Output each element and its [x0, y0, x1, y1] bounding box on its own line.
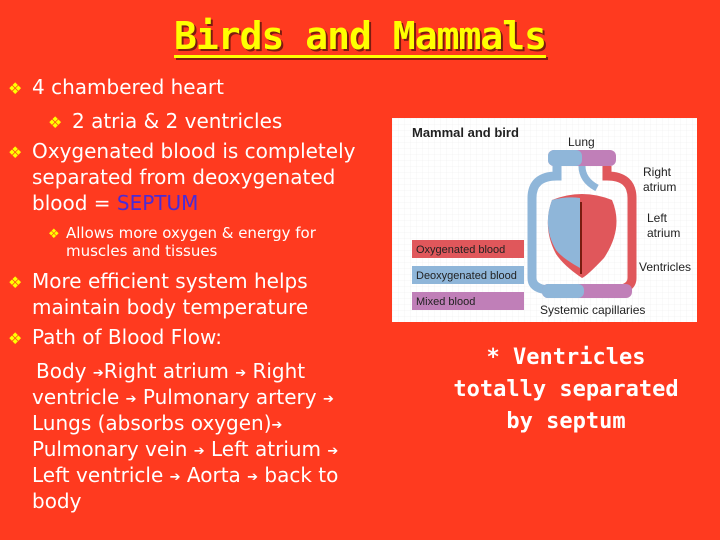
- flow-step: Left ventricle: [32, 463, 164, 487]
- ventricles-label: Ventricles: [639, 260, 692, 274]
- note-line: * Ventricles: [486, 345, 646, 370]
- note-line: by septum: [506, 409, 626, 434]
- flow-line-5: [32, 462, 338, 491]
- flow-step: body: [32, 489, 82, 513]
- circulation-diagram-svg: [392, 118, 697, 322]
- flow-line-1: [36, 358, 305, 387]
- arrow-right-icon: ➔: [169, 470, 181, 485]
- flow-line-4: [32, 436, 338, 465]
- bullet-text: 2 atria & 2 ventricles: [72, 109, 283, 133]
- diamond-bullet-icon: ❖: [48, 227, 60, 242]
- diamond-bullet-icon: ❖: [8, 143, 23, 162]
- arrow-right-icon: ➔: [125, 392, 137, 407]
- flow-step: Right: [252, 359, 306, 383]
- sub-bullet-oxygen-energy: [48, 224, 316, 244]
- bullet-efficient: [8, 268, 308, 296]
- right-atrium-label-2: atrium: [643, 180, 677, 194]
- arrow-right-icon: ➔: [193, 444, 205, 459]
- left-atrium-label-1: Left: [647, 211, 668, 225]
- diagram-title: Mammal and bird: [412, 125, 519, 140]
- systemic-label: Systemic capillaries: [540, 303, 646, 317]
- flow-step: Left atrium: [211, 437, 322, 461]
- flow-line-6: [32, 488, 81, 514]
- bullet-efficient-line2: maintain body temperature: [32, 295, 309, 319]
- flow-step: Pulmonary vein: [32, 437, 188, 461]
- page-title: Birds and Mammals: [174, 14, 546, 58]
- bullet-text: Oxygenated blood is completely: [32, 139, 356, 163]
- note-line: totally separated: [453, 377, 679, 402]
- diamond-bullet-icon: ❖: [8, 273, 23, 292]
- flow-step: Lungs (absorbs oxygen): [32, 411, 272, 435]
- septum-term: SEPTUM: [116, 191, 199, 215]
- legend-mixed: Mixed blood: [416, 296, 476, 308]
- right-atrium-label-1: Right: [643, 165, 672, 179]
- flow-step: Pulmonary artery: [142, 385, 317, 409]
- bullet-oxygenated-line2: separated from deoxygenated: [32, 165, 336, 189]
- bullet-text: More efficient system helps: [32, 269, 308, 293]
- arrow-right-icon: ➔: [235, 366, 247, 381]
- flow-step: Aorta: [186, 463, 241, 487]
- circulation-diagram: [392, 118, 697, 322]
- sub-bullet-atria: [48, 108, 282, 136]
- sub-bullet-oxygen-energy-line2: muscles and tissues: [66, 242, 218, 260]
- flow-step: back to: [264, 463, 339, 487]
- diamond-bullet-icon: ❖: [48, 113, 63, 132]
- bullet-text: 4 chambered heart: [32, 75, 224, 99]
- lung-deoxy-side: [548, 150, 582, 166]
- bullet-oxygenated-line3: [32, 190, 198, 216]
- arrow-right-icon: ➔: [327, 444, 339, 459]
- flow-step: ventricle: [32, 385, 120, 409]
- flow-step: Right atrium: [103, 359, 229, 383]
- bullet-four-chambered: [8, 74, 224, 102]
- flow-line-3: [32, 410, 282, 439]
- lung-label: Lung: [568, 135, 595, 149]
- arrow-right-icon: ➔: [247, 470, 259, 485]
- arrow-right-icon: ➔: [322, 392, 334, 407]
- flow-step: Body: [36, 359, 87, 383]
- diamond-bullet-icon: ❖: [8, 329, 23, 348]
- legend-deoxygenated: Deoxygenated blood: [416, 270, 517, 282]
- bullet-path-of-flow: [8, 324, 222, 352]
- diamond-bullet-icon: ❖: [8, 79, 23, 98]
- left-atrium-label-2: atrium: [647, 226, 681, 240]
- bullet-oxygenated: [8, 138, 355, 166]
- arrow-right-icon: ➔: [271, 418, 283, 433]
- legend-oxygenated: Oxygenated blood: [416, 244, 506, 256]
- bullet-text: Allows more oxygen & energy for: [66, 224, 316, 242]
- arrow-right-icon: ➔: [92, 366, 104, 381]
- bullet-text: blood =: [32, 191, 117, 215]
- bullet-text: Path of Blood Flow:: [32, 325, 223, 349]
- ventricles-note: [440, 342, 692, 438]
- flow-line-2: [32, 384, 334, 413]
- systemic-deoxy-side: [542, 284, 584, 298]
